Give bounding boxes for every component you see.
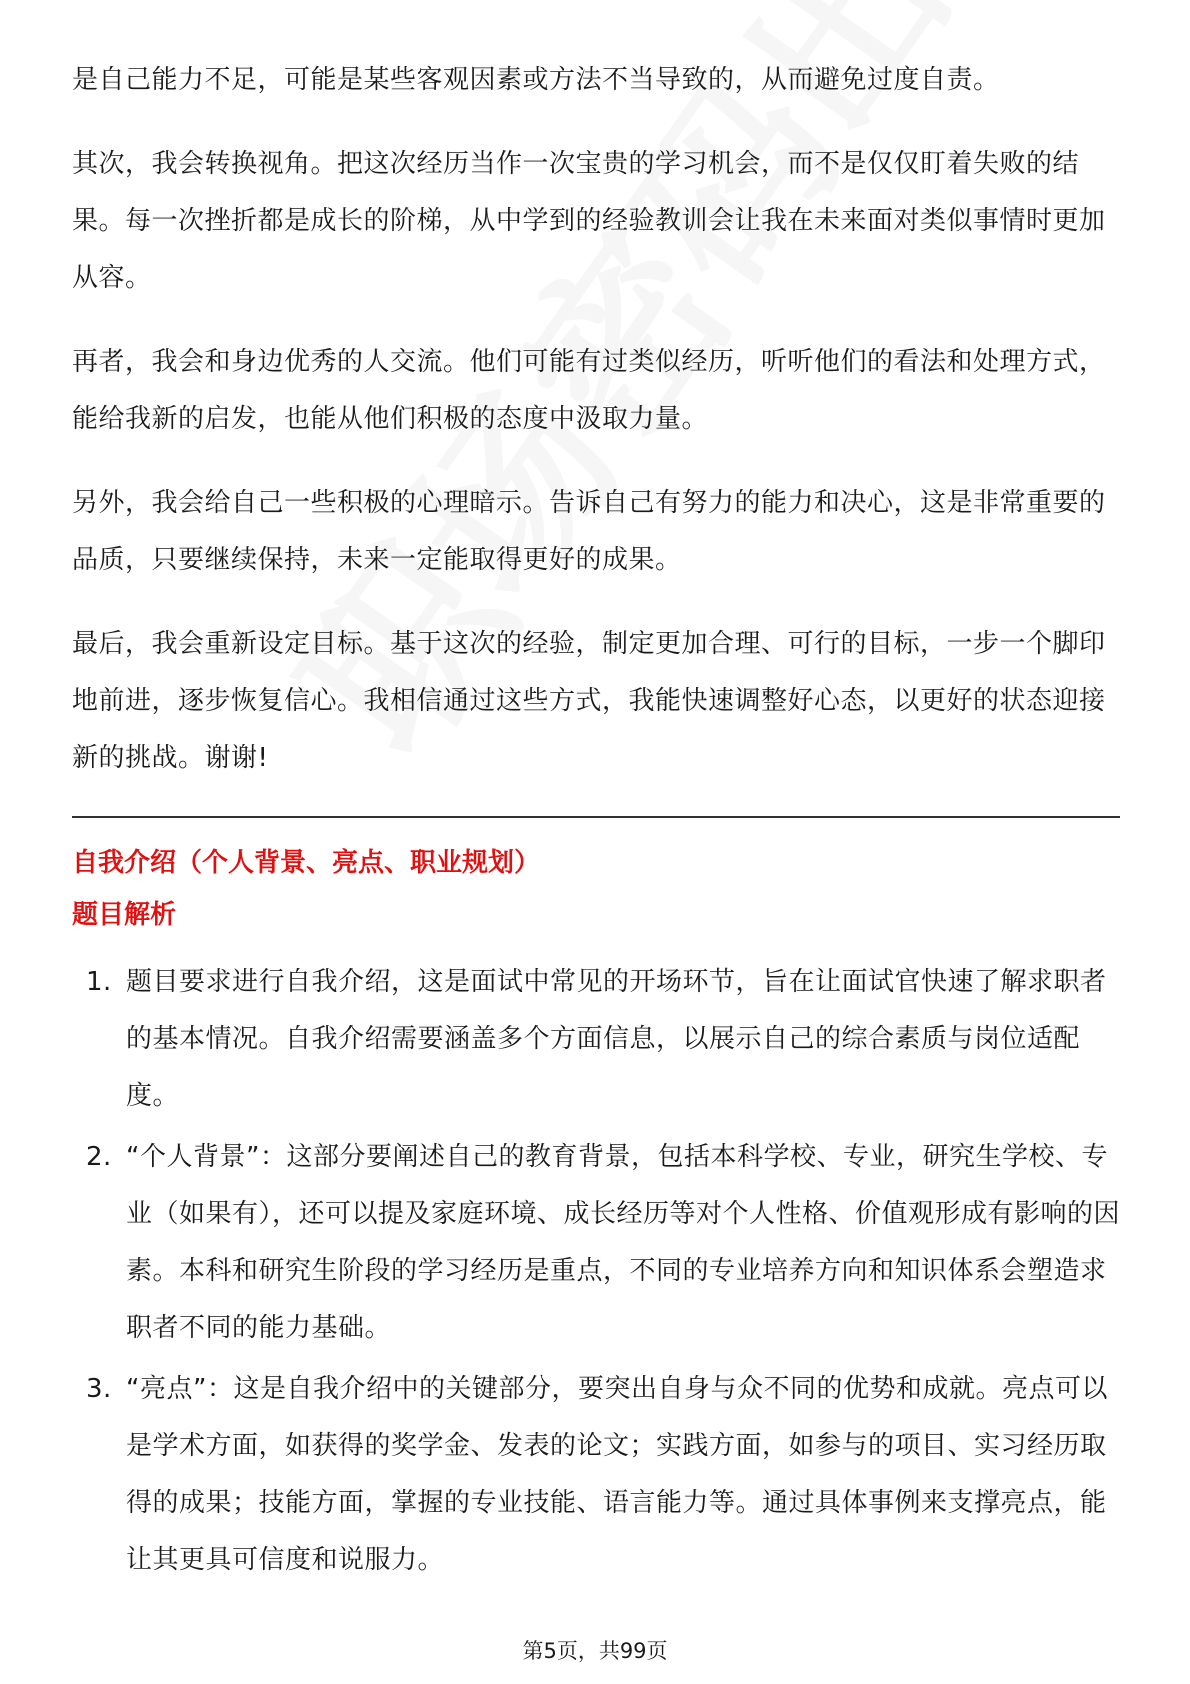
paragraph: 再者，我会和身边优秀的人交流。他们可能有过类似经历，听听他们的看法和处理方式，能给我新的启发，也能从他们积极的态度中汲取力量。 [72,347,1106,434]
page-number: 第5页，共99页 [522,1639,668,1663]
section-subtitle: 题目解析 [72,900,177,930]
list-item-number: 2. [86,1142,112,1172]
paragraph: 是自己能力不足，可能是某些客观因素或方法不当导致的，从而避免过度自责。 [72,65,1000,95]
list-item-number: 1. [86,967,112,997]
list-item-text: “个人背景”：这部分要阐述自己的教育背景，包括本科学校、专业，研究生学校、专业（如果有），还可以提及家庭环境、成长经历等对个人性格、价值观形成有影响的因素。本科和研究生阶段的学习经历是重点，不同的专业培养方向和知识体系会塑造求职者不同的能力基础。 [126,1142,1121,1343]
list-item [72,1129,1120,1357]
list-item-text: “亮点”：这是自我介绍中的关键部分，要突出自身与众不同的优势和成就。亮点可以是学术方面，如获得的奖学金、发表的论文；实践方面，如参与的项目、实习经历取得的成果；技能方面，掌握的专业技能、语言能力等。通过具体事例来支撑亮点，能让其更具可信度和说服力。 [126,1374,1108,1575]
section-divider [72,816,1120,818]
page-content [72,52,1120,1593]
list-item [72,1361,1120,1589]
list-item [72,954,1120,1125]
analysis-list [72,954,1120,1589]
section-title: 自我介绍（个人背景、亮点、职业规划） [72,848,541,878]
list-item-number: 3. [86,1374,112,1404]
list-item-text: 题目要求进行自我介绍，这是面试中常见的开场环节，旨在让面试官快速了解求职者的基本情况。自我介绍需要涵盖多个方面信息，以展示自己的综合素质与岗位适配度。 [126,967,1107,1111]
paragraph: 其次，我会转换视角。把这次经历当作一次宝贵的学习机会，而不是仅仅盯着失败的结果。每一次挫折都是成长的阶梯，从中学到的经验教训会让我在未来面对类似事情时更加从容。 [72,149,1106,293]
paragraph: 最后，我会重新设定目标。基于这次的经验，制定更加合理、可行的目标，一步一个脚印地前进，逐步恢复信心。我相信通过这些方式，我能快速调整好心态，以更好的状态迎接新的挑战。谢谢! [72,629,1106,773]
paragraph: 另外，我会给自己一些积极的心理暗示。告诉自己有努力的能力和决心，这是非常重要的品质，只要继续保持，未来一定能取得更好的成果。 [72,488,1106,575]
